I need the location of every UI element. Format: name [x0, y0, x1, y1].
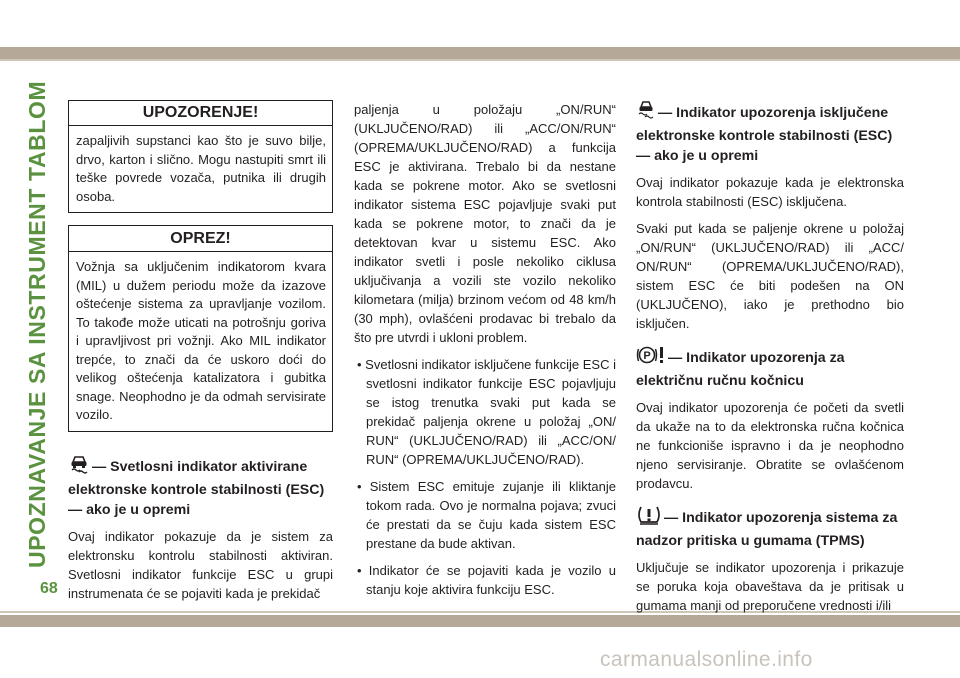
watermark: carmanualsonline.info: [600, 648, 813, 671]
esc-off-paragraph-1: Ovaj indikator pokazuje kada je elektronska kontrola stabilnosti (ESC) isključena.: [636, 175, 904, 209]
svg-text:P: P: [643, 350, 651, 362]
esc-off-paragraph-2: Svaki put kada se paljenje okrene u položaj „ON/RUN“ (UKLJUČENO/RAD) ili „ACC/ ON/RUN“ (OPREMA/UKLJUČENO/RAD), sistem ESC će biti podešen na ON (UKLJUČENO), iako je prethodno bio isključen.: [636, 221, 904, 331]
list-item: • Indikator će se pojaviti kada je vozilo u stanju koje aktivira funkciju ESC.: [357, 563, 616, 597]
list-item: • Svetlosni indikator isključene funkcije ESC i svetlosni indikator funkcije ESC pojavljuju se istog trenutka svaki put kada se prekidač paljenja okrene u položaj „ON/ RUN“ (UKLJUČENO/RAD) ili „ACC/ON/ RUN“ (OPREMA/UKLJUČENO/RAD).: [357, 357, 616, 467]
esc-active-heading: [68, 454, 333, 520]
caution-box-body: Vožnja sa uključenim indikatorom kvara (MIL) u dužem periodu može da izazove oštećenje sistema za upravljanje vozilom. To takođe može uticati na potrošnju goriva i upravljivost pri vožnji. Ako MIL indikator trepće, to znači da će uskoro doći do velikog oštećenja katalizatora i gubitka snage. Neophodno je da odmah servisirate vozilo.: [76, 259, 326, 422]
parking-brake-heading-text: — Indikator upozorenja za električnu ručnu kočnicu: [636, 350, 845, 389]
parking-brake-heading: [636, 345, 904, 391]
esc-skid-car-icon: [68, 454, 90, 480]
tire-pressure-icon: [636, 505, 662, 531]
list-item: • Sistem ESC emituje zujanje ili kliktanje tokom rada. Ovo je normalna pojava; zvuci će prestati da se čuju kada sistem ESC prestane da bude aktivan.: [357, 479, 616, 551]
electric-parking-brake-icon: [636, 345, 666, 371]
column-2: [354, 100, 616, 607]
esc-active-heading-text: — Svetlosni indikator aktivirane elektronske kontrole stabilnosti (ESC) — ako je u opremi: [68, 458, 325, 518]
chapter-side-title: UPOZNAVANJE SA INSTRUMENT TABLOM: [24, 80, 50, 568]
tpms-paragraph: Uključuje se indikator upozorenja i prikazuje se poruka koja obaveštava da je pritisak u gumama manji od preporučene vrednosti i/ili: [636, 560, 904, 613]
caution-box-title: OPREZ!: [69, 226, 332, 252]
esc-off-car-icon: [636, 100, 656, 126]
esc-off-heading-text: — Indikator upozorenja isključene elektronske kontrole stabilnosti (ESC) — ako je u opremi: [636, 105, 893, 164]
esc-continued-paragraph: paljenja u položaju „ON/RUN“ (UKLJUČENO/RAD) ili „ACC/ON/RUN“ (OPREMA/UKLJUČENO/RAD) a funkcija ESC je aktivirana. Trebalo bi da nestane kada se pokrene motor. Ako se svetlosni indikator sistema ESC pojavljuje svaki put kada se pokrene motor, to znači da je detektovan kvar u sistemu ESC. Ako indikator svetli i posle nekoliko ciklusa uključivanja a vozili ste vozilo nekoliko kilometara (milja) brzinom većom od 48 km/h (30 mph), ovlašćeni prodavac bi trebalo da što pre utvrdi i ukloni problem.: [354, 102, 616, 345]
page-number: 68: [40, 580, 58, 597]
tpms-heading: [636, 505, 904, 551]
warning-box-title: UPOZORENJE!: [69, 101, 332, 126]
top-band-line: [0, 59, 960, 61]
esc-active-body: Ovaj indikator pokazuje da je sistem za elektronsku kontrolu stabilnosti aktiviran. Svetlosni indikator funkcije ESC u grupi instrumenata će se pojaviti kada je prekidač: [68, 528, 333, 601]
esc-off-heading: [636, 100, 904, 166]
caution-box: [68, 225, 333, 432]
warning-box-body: zapaljivih supstanci kao što je suvo bilje, drvo, karton i slično. Mogu nastupiti smrt ili teške povrede vozača, putnika ili drugih osoba.: [76, 133, 326, 204]
tpms-heading-text: — Indikator upozorenja sistema za nadzor pritiska u gumama (TPMS): [636, 510, 898, 549]
column-1: [68, 100, 333, 611]
top-margin: [0, 0, 960, 46]
parking-brake-paragraph: Ovaj indikator upozorenja će početi da svetli da ukaže na to da elektronska ručna kočnica ne funkcioniše ispravno i da je neophodno njeno servisiranje. Obratite se ovlašćenom prodavcu.: [636, 400, 904, 491]
top-band: [0, 47, 960, 59]
warning-box: [68, 100, 333, 213]
column-3: [636, 100, 904, 623]
